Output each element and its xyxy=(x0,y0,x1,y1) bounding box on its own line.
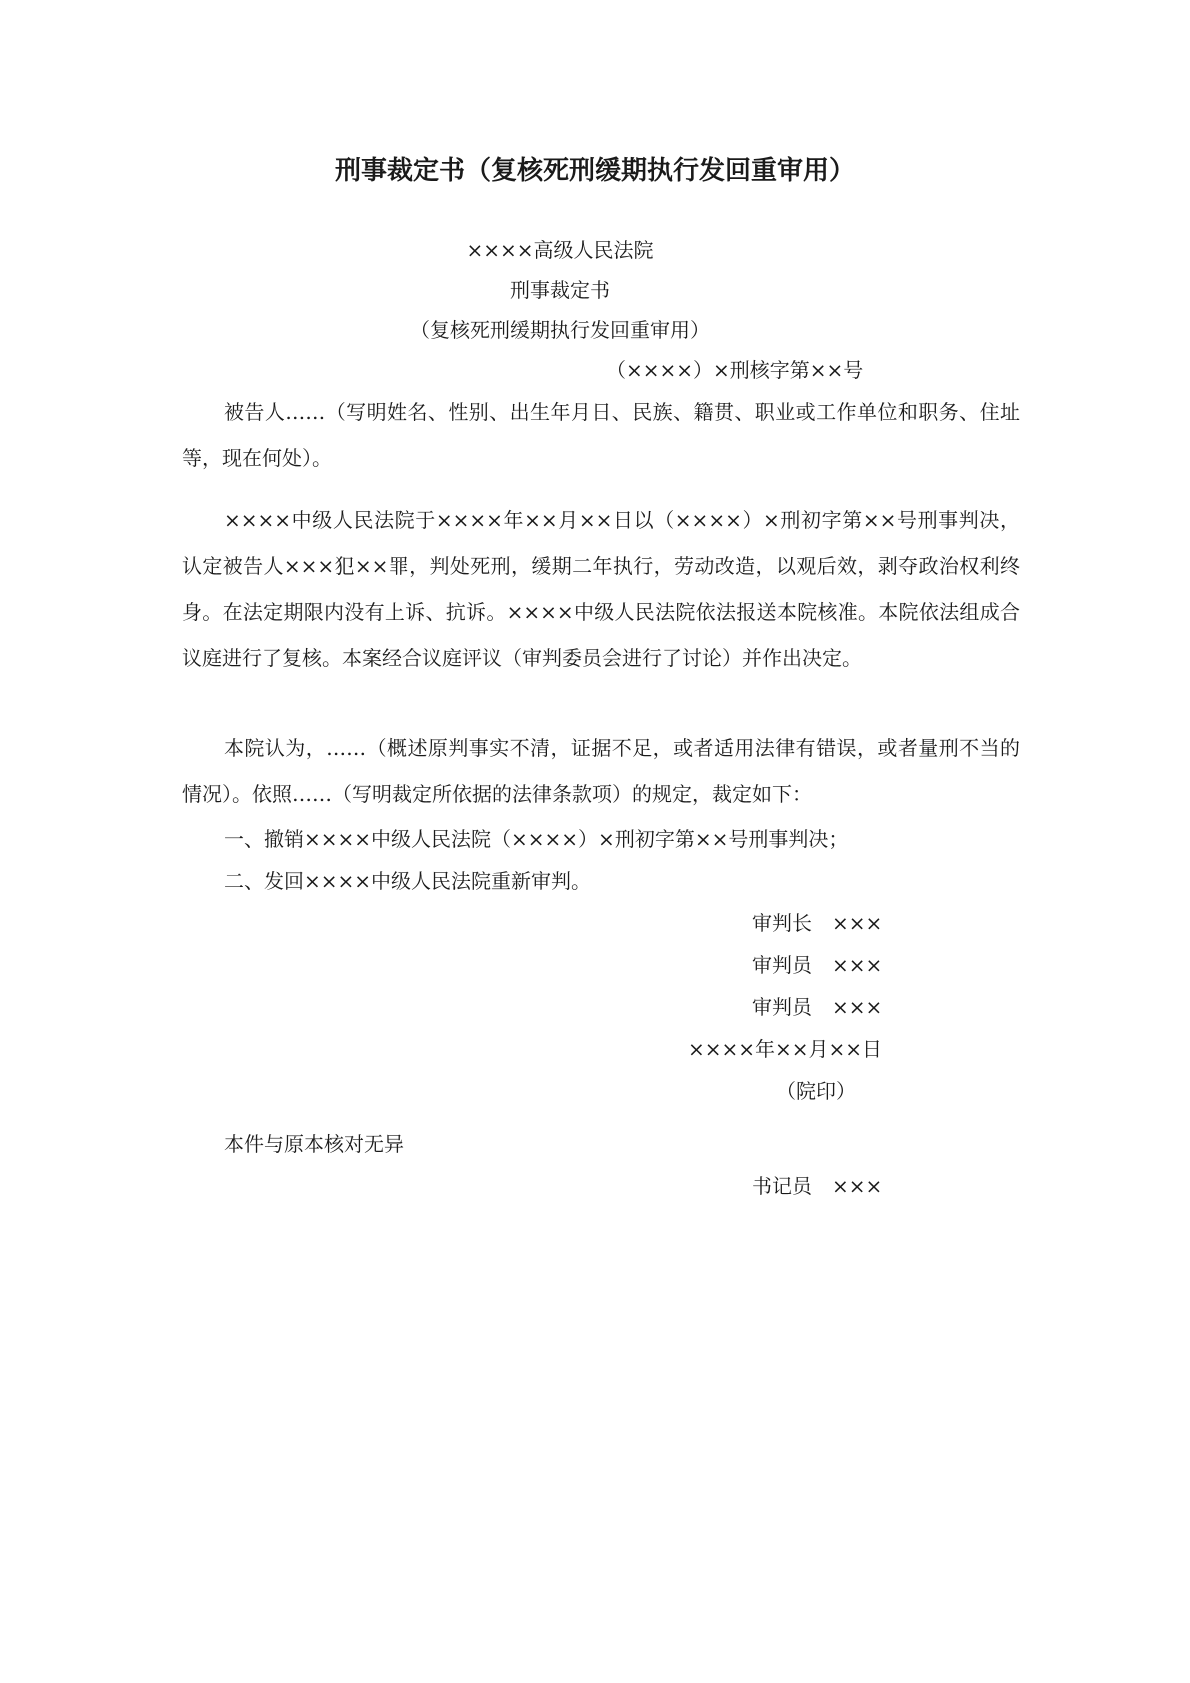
signature-name: ××× xyxy=(832,953,883,977)
document-type: 刑事裁定书 xyxy=(510,278,610,302)
ruling-item-2: 二、发回××××中级人民法院重新审判。 xyxy=(224,869,592,893)
ruling-date: ××××年××月××日 xyxy=(688,1037,883,1061)
signature-name: ××× xyxy=(832,995,883,1019)
verification-note: 本件与原本核对无异 xyxy=(224,1132,404,1156)
signature-label: 审判员 xyxy=(752,953,812,977)
signature-judge-2 xyxy=(752,993,882,1021)
signature-name: ××× xyxy=(832,911,883,935)
signature-judge-1 xyxy=(752,951,882,979)
court-seal: （院印） xyxy=(776,1079,856,1103)
case-number: （××××）×刑核字第××号 xyxy=(606,358,864,382)
document-title: 刑事裁定书（复核死刑缓期执行发回重审用） xyxy=(334,156,855,186)
signature-label: 审判长 xyxy=(752,911,812,935)
paragraph-court-finding: 本院认为，……（概述原判事实不清，证据不足，或者适用法律有错误，或者量刑不当的情况）。依照……（写明裁定所依据的法律条款项）的规定，裁定如下： xyxy=(182,736,1020,806)
signature-clerk xyxy=(752,1172,882,1200)
signature-label: 审判员 xyxy=(752,995,812,1019)
document-subtitle: （复核死刑缓期执行发回重审用） xyxy=(410,318,710,342)
paragraph-defendant: 被告人……（写明姓名、性别、出生年月日、民族、籍贯、职业或工作单位和职务、住址等，现在何处）。 xyxy=(182,400,1020,470)
signature-label: 书记员 xyxy=(752,1174,812,1198)
court-name: ××××高级人民法院 xyxy=(466,238,654,262)
ruling-item-1: 一、撤销××××中级人民法院（××××）×刑初字第××号刑事判决； xyxy=(224,827,849,851)
signature-name: ××× xyxy=(832,1174,883,1198)
paragraph-case-history: ××××中级人民法院于××××年××月××日以（××××）×刑初字第××号刑事判决，认定被告人×××犯××罪，判处死刑，缓期二年执行，劳动改造，以观后效，剥夺政治权利终身。在法定期限内没有上诉、抗诉。××××中级人民法院依法报送本院核准。本院依法组成合议庭进行了复核。本案经合议庭评议（审判委员会进行了讨论）并作出决定。 xyxy=(182,508,1020,670)
signature-chief-judge xyxy=(752,909,882,937)
